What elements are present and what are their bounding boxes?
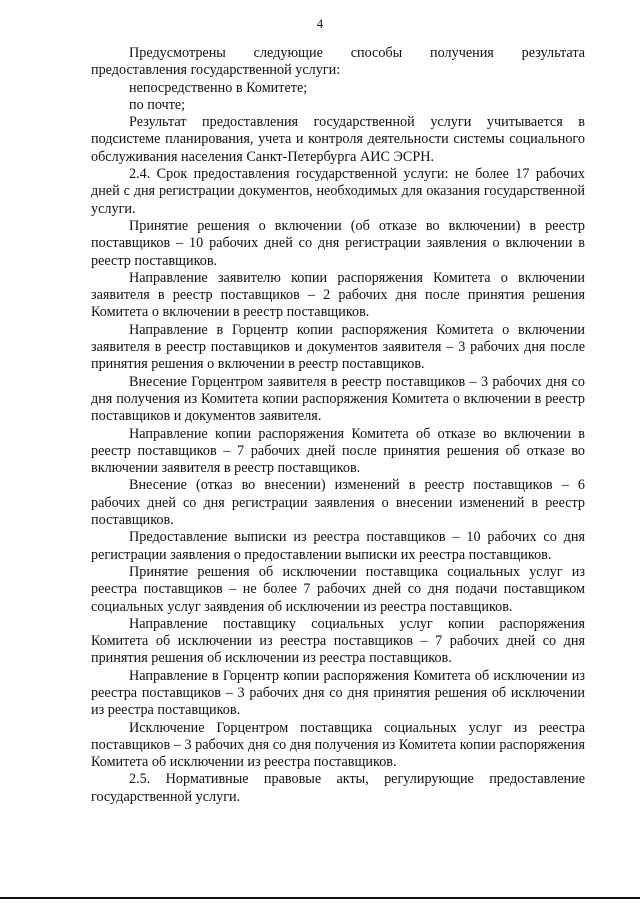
paragraph-exclusion-decision: Принятие решения об исключении поставщика социальных услуг из реестра поставщиков – не более 7 рабочих дней со дня подачи поставщиком социальных услуг заявдения об исключении из реестра поставщиков. [91,563,585,615]
paragraph-copy-to-gorcentr: Направление в Горцентр копии распоряжения Комитета о включении заявителя в реестр поставщиков и документов заявителя – 3 рабочих дня после принятия решения о включении в реестр поставщиков. [91,321,585,373]
paragraph-2-5-legal-acts: 2.5. Нормативные правовые акты, регулирующие предоставление государственной услуги. [91,771,585,805]
paragraph-exclusion-copy-to-gorcentr: Направление в Горцентр копии распоряжения Комитета об исключении из реестра поставщиков – 3 рабочих дня со дня принятия решения об исключении из реестра поставщиков. [91,667,585,719]
paragraph-registry-entry: Внесение Горцентром заявителя в реестр поставщиков – 3 рабочих дня со дня получения из Комитета копии распоряжения Комитета о включении в реестр поставщиков и документов заявителя. [91,373,585,425]
paragraph-in-committee: непосредственно в Комитете; [129,79,308,96]
paragraph-by-mail: по почте; [129,96,186,113]
paragraph-registry-extract: Предоставление выписки из реестра поставщиков – 10 рабочих со дня регистрации заявления о предоставлении выписки их реестра поставщиков. [91,529,585,563]
bottom-scan-edge [0,897,640,899]
document-body [91,45,585,806]
paragraph-exclusion-by-gorcentr: Исключение Горцентром поставщика социальных услуг из реестра поставщиков – 3 рабочих дня со дня получения из Комитета копии распоряжения Комитета об исключении из реестра поставщиков. [91,719,585,771]
paragraph-copy-to-applicant: Направление заявителю копии распоряжения Комитета о включении заявителя в реестр поставщиков – 2 рабочих дня после принятия решения Комитета о включении в реестр поставщиков. [91,269,585,321]
paragraph-result-methods: Предусмотрены следующие способы получения результата предоставления государственной услуги: [91,45,585,79]
paragraph-refusal-copy: Направление копии распоряжения Комитета об отказе во включении в реестр поставщиков – 7 рабочих дней после принятия решения об отказе во включении заявителя в реестр поставщиков. [91,425,585,477]
paragraph-inclusion-decision: Принятие решения о включении (об отказе во включении) в реестр поставщиков – 10 рабочих дней со дня регистрации заявления о включении в реестр поставщиков. [91,217,585,269]
paragraph-registry-changes: Внесение (отказ во внесении) изменений в реестр поставщиков – 6 рабочих дней со дня регистрации заявления о внесении изменений в реестр поставщиков. [91,477,585,529]
paragraph-exclusion-copy-to-provider: Направление поставщику социальных услуг копии распоряжения Комитета об исключении из реестра поставщиков – 7 рабочих дней со дня принятия решения об исключении из реестра поставщиков. [91,615,585,667]
page-number: 4 [316,16,324,31]
paragraph-result-accounting: Результат предоставления государственной услуги учитывается в подсистеме планирования, учета и контроля деятельности системы социального обслуживания населения Санкт-Петербурга АИС ЭСРН. [91,114,585,165]
paragraph-2-4-service-term: 2.4. Срок предоставления государственной услуги: не более 17 рабочих дней с дня регистрации документов, необходимых для оказания государственной услуги. [91,166,585,217]
